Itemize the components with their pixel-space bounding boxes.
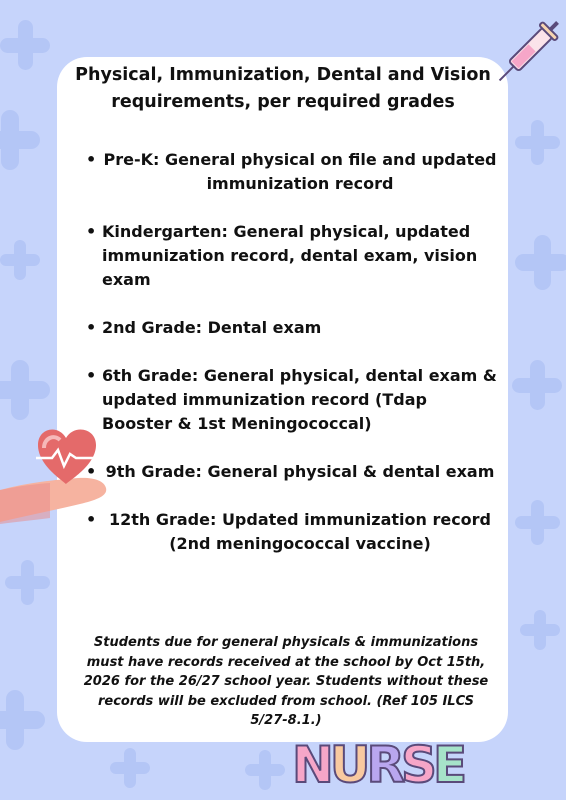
- list-item-text: 9th Grade: General physical & dental exam: [105, 462, 495, 481]
- list-item-text: Pre-K: General physical on file and updated immunization record: [103, 150, 497, 193]
- bullet-icon: •: [86, 222, 97, 241]
- list-item-2nd-grade: [78, 316, 498, 340]
- nurse-letter: S: [400, 736, 437, 794]
- bg-cross-icon: [0, 360, 50, 420]
- bg-cross-icon: [515, 120, 560, 165]
- deadline-note: Students due for general physicals & immunizations must have records received at the school by Oct 15th, 2026 for the 26/27 school year. Students without these records will be excluded from school. (Ref 105 ILCS 5/27-8.1.): [83, 635, 489, 728]
- list-item-prek: [78, 148, 498, 196]
- bg-cross-icon: [110, 748, 150, 788]
- bg-cross-icon: [0, 690, 45, 750]
- list-item-text: 6th Grade: General physical, dental exam & updated immunization record (Tdap Booster & 1st Meningococcal): [102, 366, 497, 433]
- nurse-letter: U: [329, 736, 371, 794]
- list-item-12th-grade: [78, 508, 498, 556]
- bg-cross-icon: [520, 610, 560, 650]
- bg-cross-icon: [515, 235, 566, 290]
- bg-cross-icon: [5, 560, 50, 605]
- nurse-letter: R: [366, 736, 405, 794]
- title-line-1: Physical, Immunization, Dental and Vision: [75, 65, 491, 85]
- page-title: [70, 62, 496, 116]
- list-item-text: Kindergarten: General physical, updated immunization record, dental exam, vision exam: [102, 222, 478, 289]
- bg-cross-icon: [0, 240, 40, 280]
- bg-cross-icon: [512, 360, 562, 410]
- nurse-logo: [292, 735, 468, 795]
- bg-cross-icon: [0, 110, 40, 170]
- list-item-text: 2nd Grade: Dental exam: [102, 318, 322, 337]
- bullet-icon: •: [86, 510, 97, 529]
- list-item-9th-grade: [78, 460, 498, 484]
- title-line-2: requirements, per required grades: [111, 92, 455, 112]
- syringe-icon: [490, 15, 560, 95]
- nurse-letter: N: [292, 736, 334, 794]
- bullet-icon: •: [86, 318, 97, 337]
- bullet-icon: •: [86, 150, 97, 169]
- bg-cross-icon: [0, 20, 50, 70]
- nurse-letter: E: [433, 736, 468, 794]
- bullet-icon: •: [86, 462, 97, 481]
- bullet-icon: •: [86, 366, 97, 385]
- list-item-text: 12th Grade: Updated immunization record (2nd meningococcal vaccine): [108, 510, 492, 553]
- list-item-6th-grade: [78, 364, 498, 436]
- requirements-list: [78, 148, 498, 556]
- bg-cross-icon: [245, 750, 285, 790]
- bg-cross-icon: [515, 500, 560, 545]
- list-item-kindergarten: [78, 220, 498, 292]
